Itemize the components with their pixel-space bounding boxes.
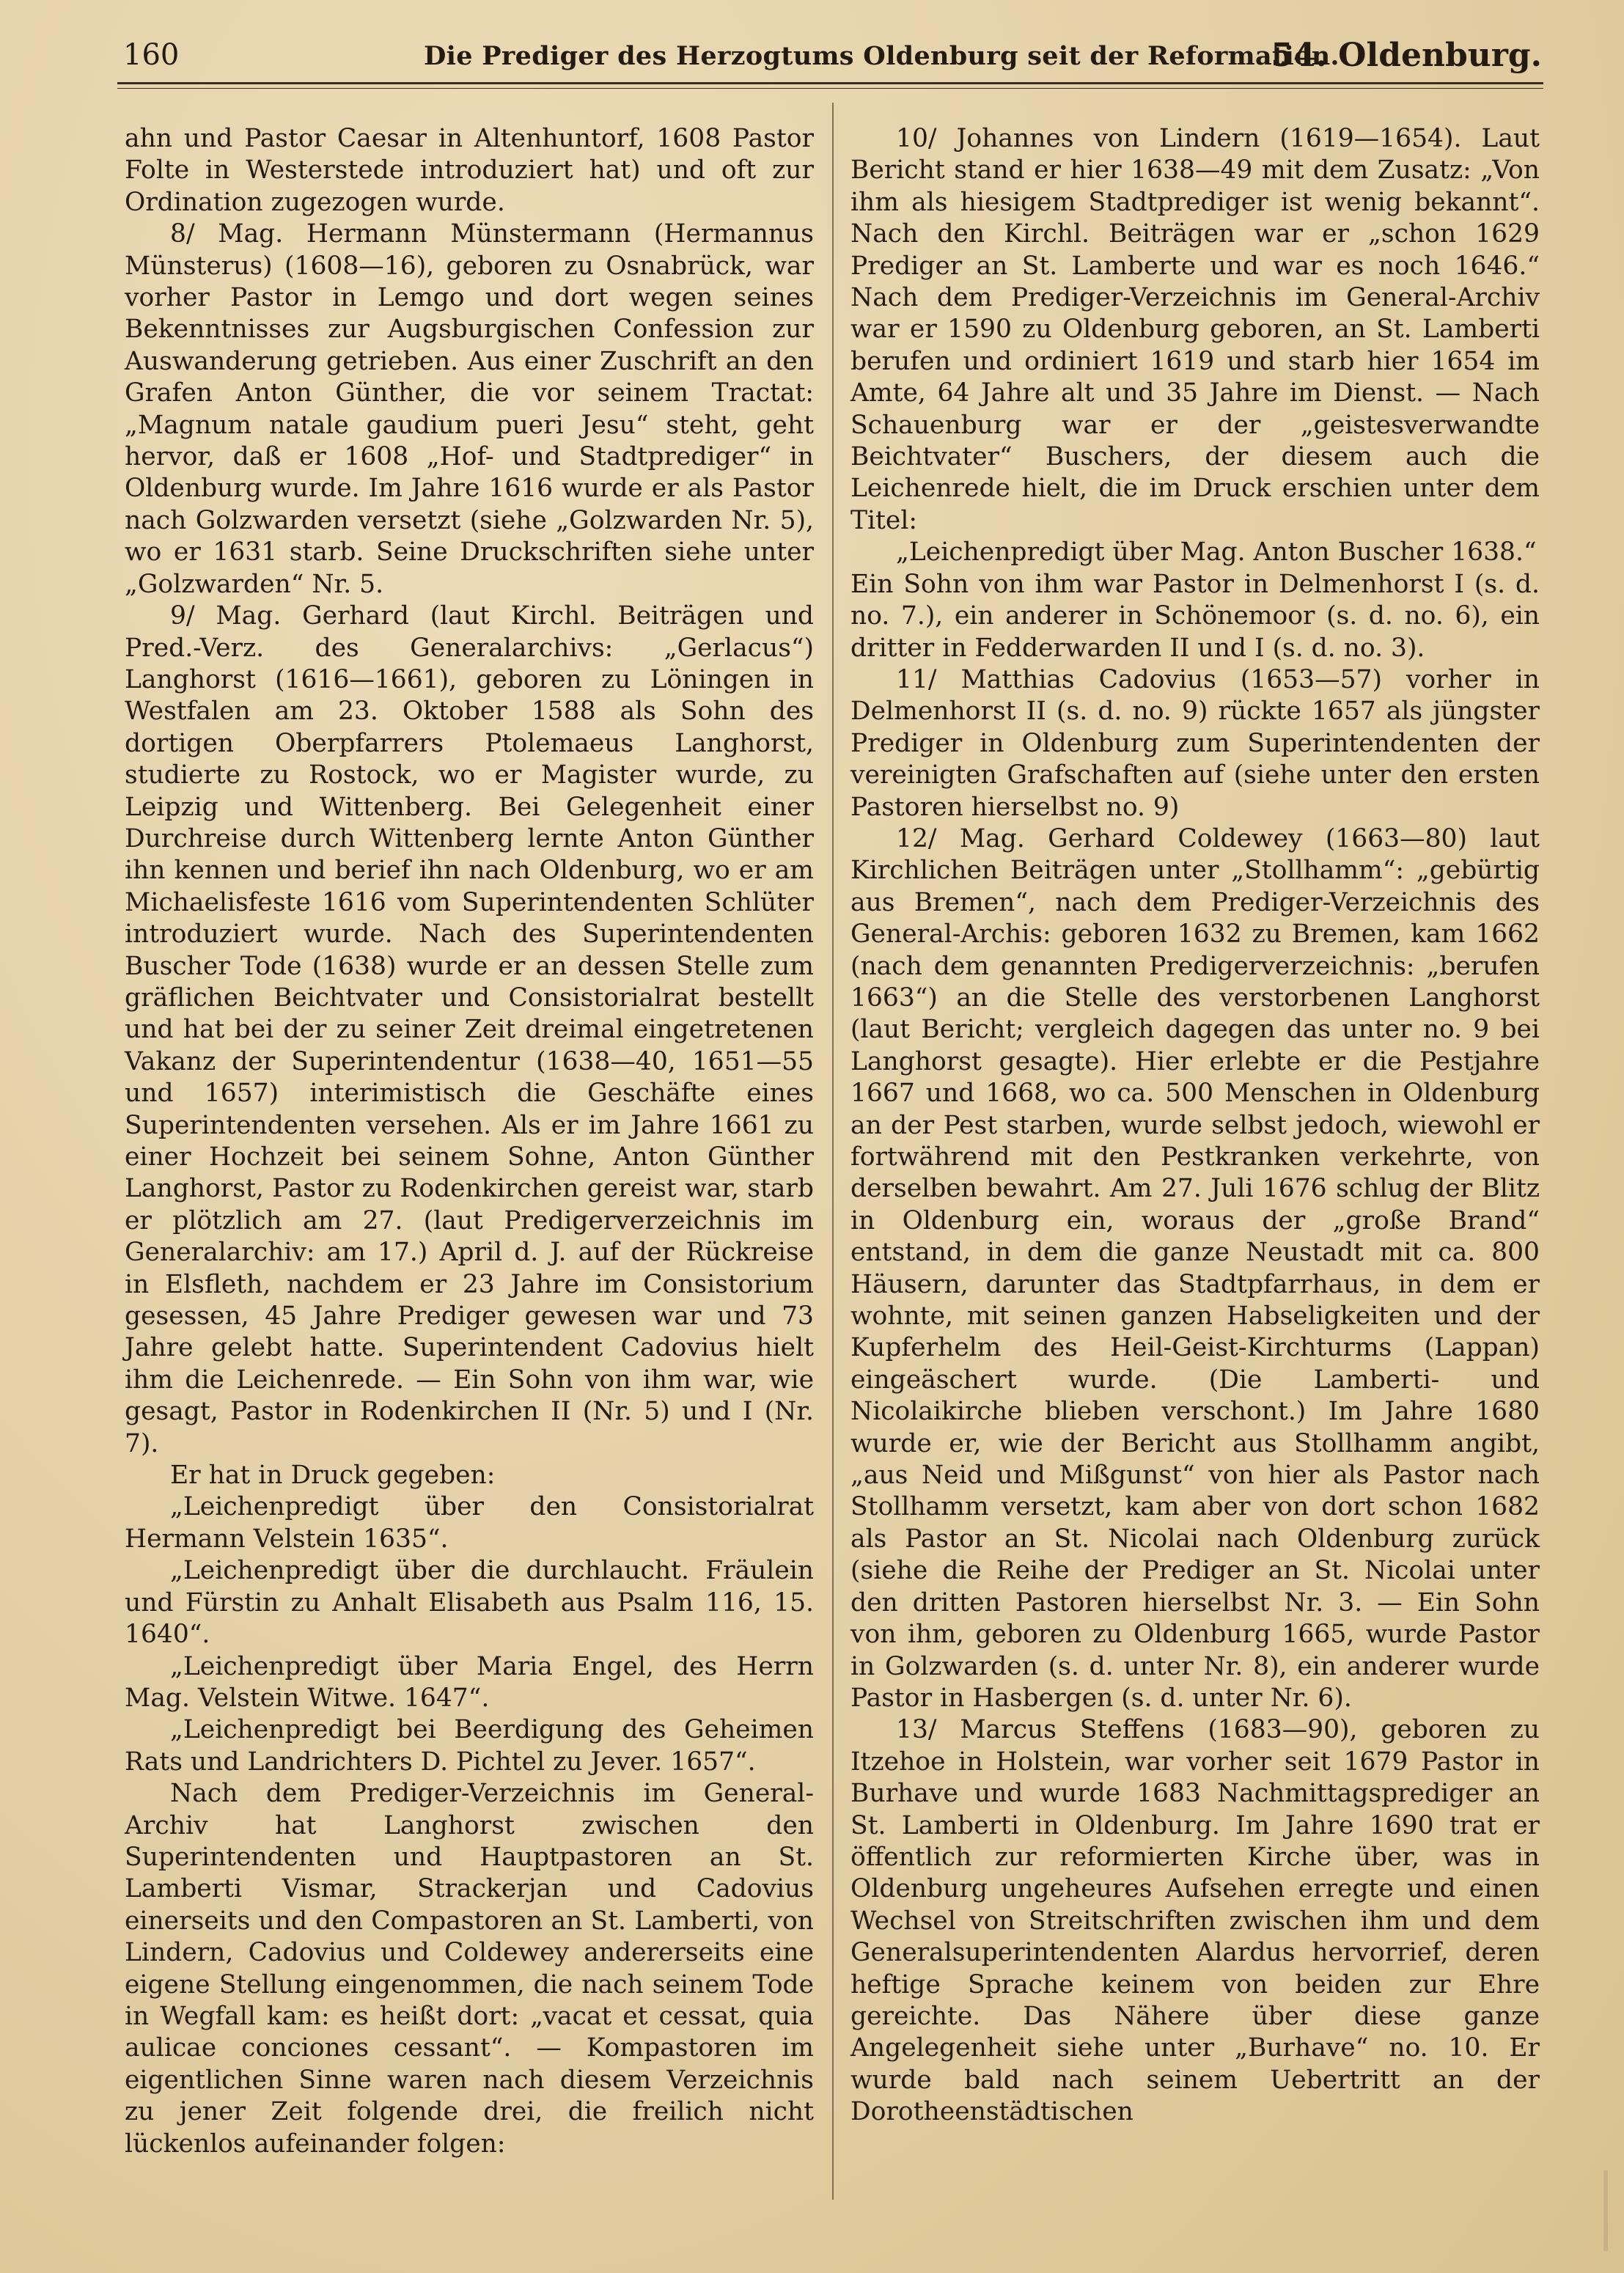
header-rule — [117, 82, 1543, 84]
paragraph: 10/ Johannes von Lindern (1619—1654). Laut Bericht stand er hier 1638—49 mit dem Zusatz: „Von ihm als hiesigem Stadtprediger ist wenig bekannt“. Nach den Kirchl. Beiträgen war er „schon 1629 Prediger an St. Lamberte und war es noch 1646.“ Nach dem Prediger-Verzeichnis im General-Archiv war er 1590 zu Oldenburg geboren, an St. Lamberti berufen und ordiniert 1619 und starb hier 1654 im Amte, 64 Jahre alt und 35 Jahre im Dienst. — Nach Schauenburg war er der „geistesverwandte Beichtvater“ Buschers, der diesem auch die Leichenrede hielt, die im Druck erschien unter dem Titel: — [850, 124, 1540, 535]
paragraph: 8/ Mag. Hermann Münstermann (Hermannus Münsterus) (1608—16), geboren zu Osnabrück, war vorher Pastor in Lemgo und dort wegen seines Bekenntnisses zur Augsburgischen Confession zur Auswanderung getrieben. Aus einer Zuschrift an den Grafen Anton Günther, die vor seinem Tractat: „Magnum natale gaudium pueri Jesu“ steht, geht hervor, daß er 1608 „Hof- und Stadtprediger“ in Oldenburg wurde. Im Jahre 1616 wurde er als Pastor nach Golzwarden versetzt (siehe „Golzwarden Nr. 5), wo er 1631 starb. Seine Druckschriften siehe unter „Golzwarden“ Nr. 5. — [125, 219, 814, 599]
paragraph: „Leichenpredigt über Maria Engel, des Herrn Mag. Velstein Witwe. 1647“. — [125, 1651, 814, 1713]
paragraph: 9/ Mag. Gerhard (laut Kirchl. Beiträgen und Pred.-Verz. des Generalarchivs: „Gerlacus“) Langhorst (1616—1661), geboren zu Löningen in Westfalen am 23. Oktober 1588 als Sohn des dortigen Oberpfarrers Ptolemaeus Langhorst, studierte zu Rostock, wo er Magister wurde, zu Leipzig und Wittenberg. Bei Gelegenheit einer Durchreise durch Wittenberg lernte Anton Günther ihn kennen und berief ihn nach Oldenburg, wo er am Michaelisfeste 1616 vom Superintendenten Schlüter introduziert wurde. Nach des Superintendenten Buscher Tode (1638) wurde er an dessen Stelle zum gräflichen Beichtvater und Consistorialrat bestellt und hat bei der zu seiner Zeit dreimal eingetretenen Vakanz der Superintendentur (1638—40, 1651—55 und 1657) interimistisch die Geschäfte eines Superintendenten versehen. Als er im Jahre 1661 zu einer Hochzeit bei seinem Sohne, Anton Günther Langhorst, Pastor zu Rodenkirchen gereist war, starb er plötzlich am 27. (laut Predigerverzeichnis im Generalarchiv: am 17.) April d. J. auf der Rückreise in Elsfleth, nachdem er 23 Jahre im Consistorium gesessen, 45 Jahre Prediger gewesen war und 73 Jahre gelebt hatte. Superintendent Cadovius hielt ihm die Leichenrede. — Ein Sohn von ihm war, wie gesagt, Pastor in Rodenkirchen II (Nr. 5) und I (Nr. 7). — [125, 601, 814, 1458]
column-divider — [832, 103, 834, 2200]
page-edge-mark — [1603, 2170, 1608, 2251]
header-rule-thin — [117, 88, 1543, 89]
paragraph: „Leichenpredigt über die durchlaucht. Fräulein und Fürstin zu Anhalt Elisabeth aus Psalm 116, 15. 1640“. — [125, 1556, 814, 1650]
running-title: Die Prediger des Herzogtums Oldenburg seit der Reformation. — [424, 41, 1340, 71]
page-number: 160 — [123, 38, 180, 72]
paragraph: Ein Sohn von ihm war Pastor in Delmenhorst I (s. d. no. 7.), ein anderer in Schönemoor (s. d. no. 6), ein dritter in Fedderwarden II und I (s. d. no. 3). — [850, 569, 1540, 663]
paragraph: Nach dem Prediger-Verzeichnis im General-Archiv hat Langhorst zwischen den Superintendenten und Hauptpastoren an St. Lamberti Vismar, Strackerjan und Cadovius einerseits und den Compastoren an St. Lamberti, von Lindern, Cadovius und Coldewey andererseits eine eigene Stellung eingenommen, die nach seinem Tode in Wegfall kam: es heißt dort: „vacat et cessat, quia aulicae conciones cessant“. — Kompastoren im eigentlichen Sinne waren nach diesem Verzeichnis zu jener Zeit folgende drei, die freilich nicht lückenlos aufeinander folgen: — [125, 1779, 814, 2159]
page-header — [123, 35, 1542, 82]
paragraph: „Leichenpredigt über den Consistorialrat Hermann Velstein 1635“. — [125, 1492, 814, 1554]
paragraph: „Leichenpredigt bei Beerdigung des Geheimen Rats und Landrichters D. Pichtel zu Jever. 1657“. — [125, 1715, 814, 1777]
paragraph: 12/ Mag. Gerhard Coldewey (1663—80) laut Kirchlichen Beiträgen unter „Stollhamm“: „gebürtig aus Bremen“, nach dem Prediger-Verzeichnis des General-Archis: geboren 1632 zu Bremen, kam 1662 (nach dem genannten Predigerverzeichnis: „berufen 1663“) an die Stelle des verstorbenen Langhorst (laut Bericht; vergleich dagegen das unter no. 9 bei Langhorst gesagte). Hier erlebte er die Pestjahre 1667 und 1668, wo ca. 500 Menschen in Oldenburg an der Pest starben, wurde selbst jedoch, wiewohl er fortwährend mit den Pestkranken verkehrte, von derselben bewahrt. Am 27. Juli 1676 schlug der Blitz in Oldenburg ein, woraus der „große Brand“ entstand, in dem die ganze Neustadt mit ca. 800 Häusern, darunter das Stadtpfarrhaus, in dem er wohnte, mit seinen ganzen Habseligkeiten und der Kupferhelm des Heil-Geist-Kirchturms (Lappan) eingeäschert wurde. (Die Lamberti- und Nicolaikirche blieben verschont.) Im Jahre 1680 wurde er, wie der Bericht aus Stollhamm angibt, „aus Neid und Mißgunst“ von hier als Pastor nach Stollhamm versetzt, kam aber von dort schon 1682 als Pastor an St. Nicolai nach Oldenburg zurück (siehe die Reihe der Prediger an St. Nicolai unter den dritten Pastoren hierselbst Nr. 3. — Ein Sohn von ihm, geboren zu Oldenburg 1665, wurde Pastor in Golzwarden (s. d. unter Nr. 8), ein anderer wurde Pastor in Hasbergen (s. d. unter Nr. 6). — [850, 823, 1540, 1713]
paragraph: 11/ Matthias Cadovius (1653—57) vorher in Delmenhorst II (s. d. no. 9) rückte 1657 als jüngster Prediger in Oldenburg zum Superintendenten der vereinigten Grafschaften auf (siehe unter den ersten Pastoren hierselbst no. 9) — [850, 664, 1540, 822]
paragraph: Er hat in Druck gegeben: — [170, 1461, 496, 1491]
paragraph: 13/ Marcus Steffens (1683—90), geboren zu Itzehoe in Holstein, war vorher seit 1679 Pastor in Burhave und wurde 1683 Nachmittagsprediger an St. Lamberti in Oldenburg. Im Jahre 1690 trat er öffentlich zur reformierten Kirche über, was in Oldenburg ungeheures Aufsehen erregte und einen Wechsel von Streitschriften zwischen ihm und dem Generalsuperintendenten Alardus hervorrief, deren heftige Sprache keinem von beiden zur Ehre gereichte. Das Nähere über diese ganze Angelegenheit siehe unter „Burhave“ no. 10. Er wurde bald nach seinem Uebertritt an der Dorotheenstädtischen — [850, 1715, 1540, 2127]
paragraph: „Leichenpredigt über Mag. Anton Buscher 1638.“ — [896, 537, 1537, 568]
left-column — [125, 123, 814, 2160]
right-column — [850, 123, 1540, 2129]
paragraph: ahn und Pastor Caesar in Altenhuntorf, 1608 Pastor Folte in Westerstede introduziert hat) und oft zur Ordination zugezogen wurde. — [125, 124, 814, 217]
section-title: 54. Oldenburg. — [1271, 37, 1542, 74]
